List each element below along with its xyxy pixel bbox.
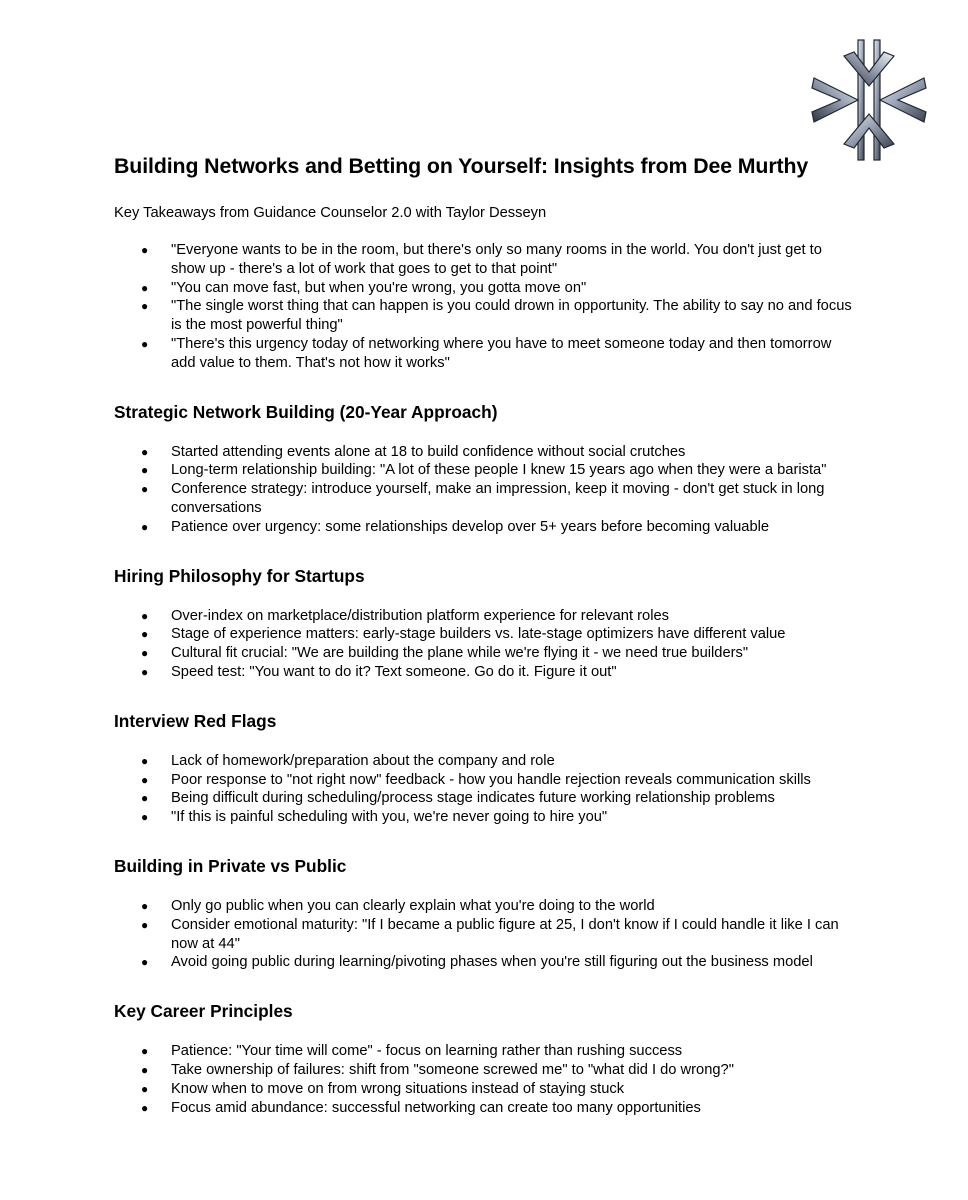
list-item: ● Stage of experience matters: early-stage builders vs. late-stage optimizers have different value bbox=[141, 626, 786, 643]
list-item: ● "Everyone wants to be in the room, but there's only so many rooms in the world. You don't just get to show up - there's a lot of work that goes to get to that point" bbox=[141, 242, 822, 277]
section-career-principles bbox=[114, 1000, 854, 1117]
list-item: ● Avoid going public during learning/pivoting phases when you're still figuring out the business model bbox=[141, 954, 813, 971]
bullet-icon: ● bbox=[141, 280, 149, 295]
list-item: ● "You can move fast, but when you're wrong, you gotta move on" bbox=[141, 279, 587, 296]
section-hiring-philosophy bbox=[114, 565, 854, 682]
bullet-icon: ● bbox=[141, 299, 149, 314]
list-item: ● Being difficult during scheduling/process stage indicates future working relationship problems bbox=[141, 790, 775, 807]
bullet-icon: ● bbox=[141, 646, 149, 661]
section-heading: Building in Private vs Public bbox=[114, 855, 347, 876]
section-heading: Hiring Philosophy for Startups bbox=[114, 565, 365, 586]
bullet-icon: ● bbox=[141, 917, 149, 932]
bullet-icon: ● bbox=[141, 753, 149, 768]
section-heading: Key Career Principles bbox=[114, 1001, 293, 1022]
list-item: ● Started attending events alone at 18 to build confidence without social crutches bbox=[141, 443, 686, 460]
bullet-icon: ● bbox=[141, 336, 149, 351]
section-heading: Interview Red Flags bbox=[114, 710, 277, 731]
bullet-icon: ● bbox=[141, 664, 149, 679]
bullet-icon: ● bbox=[141, 243, 149, 257]
list-item: ● Take ownership of failures: shift from "someone screwed me" to "what did I do wrong?" bbox=[141, 1061, 734, 1078]
list-item: ● "There's this urgency today of networking where you have to meet someone today and then tomorrow add value to them. That's not how it works" bbox=[141, 335, 832, 371]
section-list bbox=[114, 443, 854, 537]
list-item: ● "The single worst thing that can happen is you could drown in opportunity. The ability to say no and focus is the most powerful thing" bbox=[141, 298, 852, 334]
list-item: ● Poor response to "not right now" feedback - how you handle rejection reveals communication skills bbox=[141, 771, 811, 788]
list-item: ● Patience over urgency: some relationships develop over 5+ years before becoming valuable bbox=[141, 518, 770, 535]
section-private-vs-public bbox=[114, 855, 854, 972]
bullet-icon: ● bbox=[141, 772, 149, 787]
list-item: ● "If this is painful scheduling with you, we're never going to hire you" bbox=[141, 809, 608, 826]
bullet-icon: ● bbox=[141, 463, 149, 478]
snowflake-logo-icon bbox=[806, 38, 932, 162]
section-list bbox=[114, 752, 854, 827]
document-title: Building Networks and Betting on Yourself: Insights from Dee Murthy bbox=[114, 154, 809, 178]
bullet-icon: ● bbox=[141, 608, 149, 623]
bullet-icon: ● bbox=[141, 482, 149, 497]
document-body bbox=[114, 152, 854, 1117]
bullet-icon: ● bbox=[141, 791, 149, 806]
bullet-icon: ● bbox=[141, 627, 149, 642]
list-item: ● Long-term relationship building: "A lot of these people I knew 15 years ago when they were a barista" bbox=[141, 462, 827, 479]
document-subtitle: Key Takeaways from Guidance Counselor 2.0 with Taylor Desseyn bbox=[114, 205, 547, 221]
section-heading: Strategic Network Building (20-Year Approach) bbox=[114, 401, 498, 422]
section-interview-red-flags bbox=[114, 710, 854, 827]
bullet-icon: ● bbox=[141, 1062, 149, 1077]
bullet-icon: ● bbox=[141, 1081, 149, 1096]
bullet-icon: ● bbox=[141, 1100, 149, 1115]
section-network-building bbox=[114, 401, 854, 537]
list-item: ● Patience: "Your time will come" - focus on learning rather than rushing success bbox=[141, 1043, 683, 1060]
section-list bbox=[114, 1042, 854, 1117]
list-item: ● Lack of homework/preparation about the company and role bbox=[141, 752, 555, 769]
list-item: ● Cultural fit crucial: "We are building the plane while we're flying it - we need true builders" bbox=[141, 645, 749, 662]
list-item: ● Know when to move on from wrong situations instead of staying stuck bbox=[141, 1080, 625, 1097]
list-item: ● Focus amid abundance: successful networking can create too many opportunities bbox=[141, 1099, 701, 1116]
bullet-icon: ● bbox=[141, 519, 149, 534]
list-item: ● Speed test: "You want to do it? Text someone. Go do it. Figure it out" bbox=[141, 663, 617, 680]
list-item: ● Over-index on marketplace/distribution platform experience for relevant roles bbox=[141, 607, 669, 624]
section-list bbox=[114, 897, 854, 972]
quotes-list bbox=[114, 241, 854, 373]
bullet-icon: ● bbox=[141, 1044, 149, 1059]
bullet-icon: ● bbox=[141, 955, 149, 970]
list-item: ● Only go public when you can clearly explain what you're doing to the world bbox=[141, 897, 655, 914]
section-list bbox=[114, 607, 854, 682]
list-item: ● Conference strategy: introduce yourself, make an impression, keep it moving - don't get stuck in long conversations bbox=[141, 481, 825, 516]
bullet-icon: ● bbox=[141, 898, 149, 913]
list-item: ● Consider emotional maturity: "If I became a public figure at 25, I don't know if I could handle it like I can now at 44" bbox=[141, 916, 839, 952]
bullet-icon: ● bbox=[141, 444, 149, 459]
bullet-icon: ● bbox=[141, 810, 149, 825]
